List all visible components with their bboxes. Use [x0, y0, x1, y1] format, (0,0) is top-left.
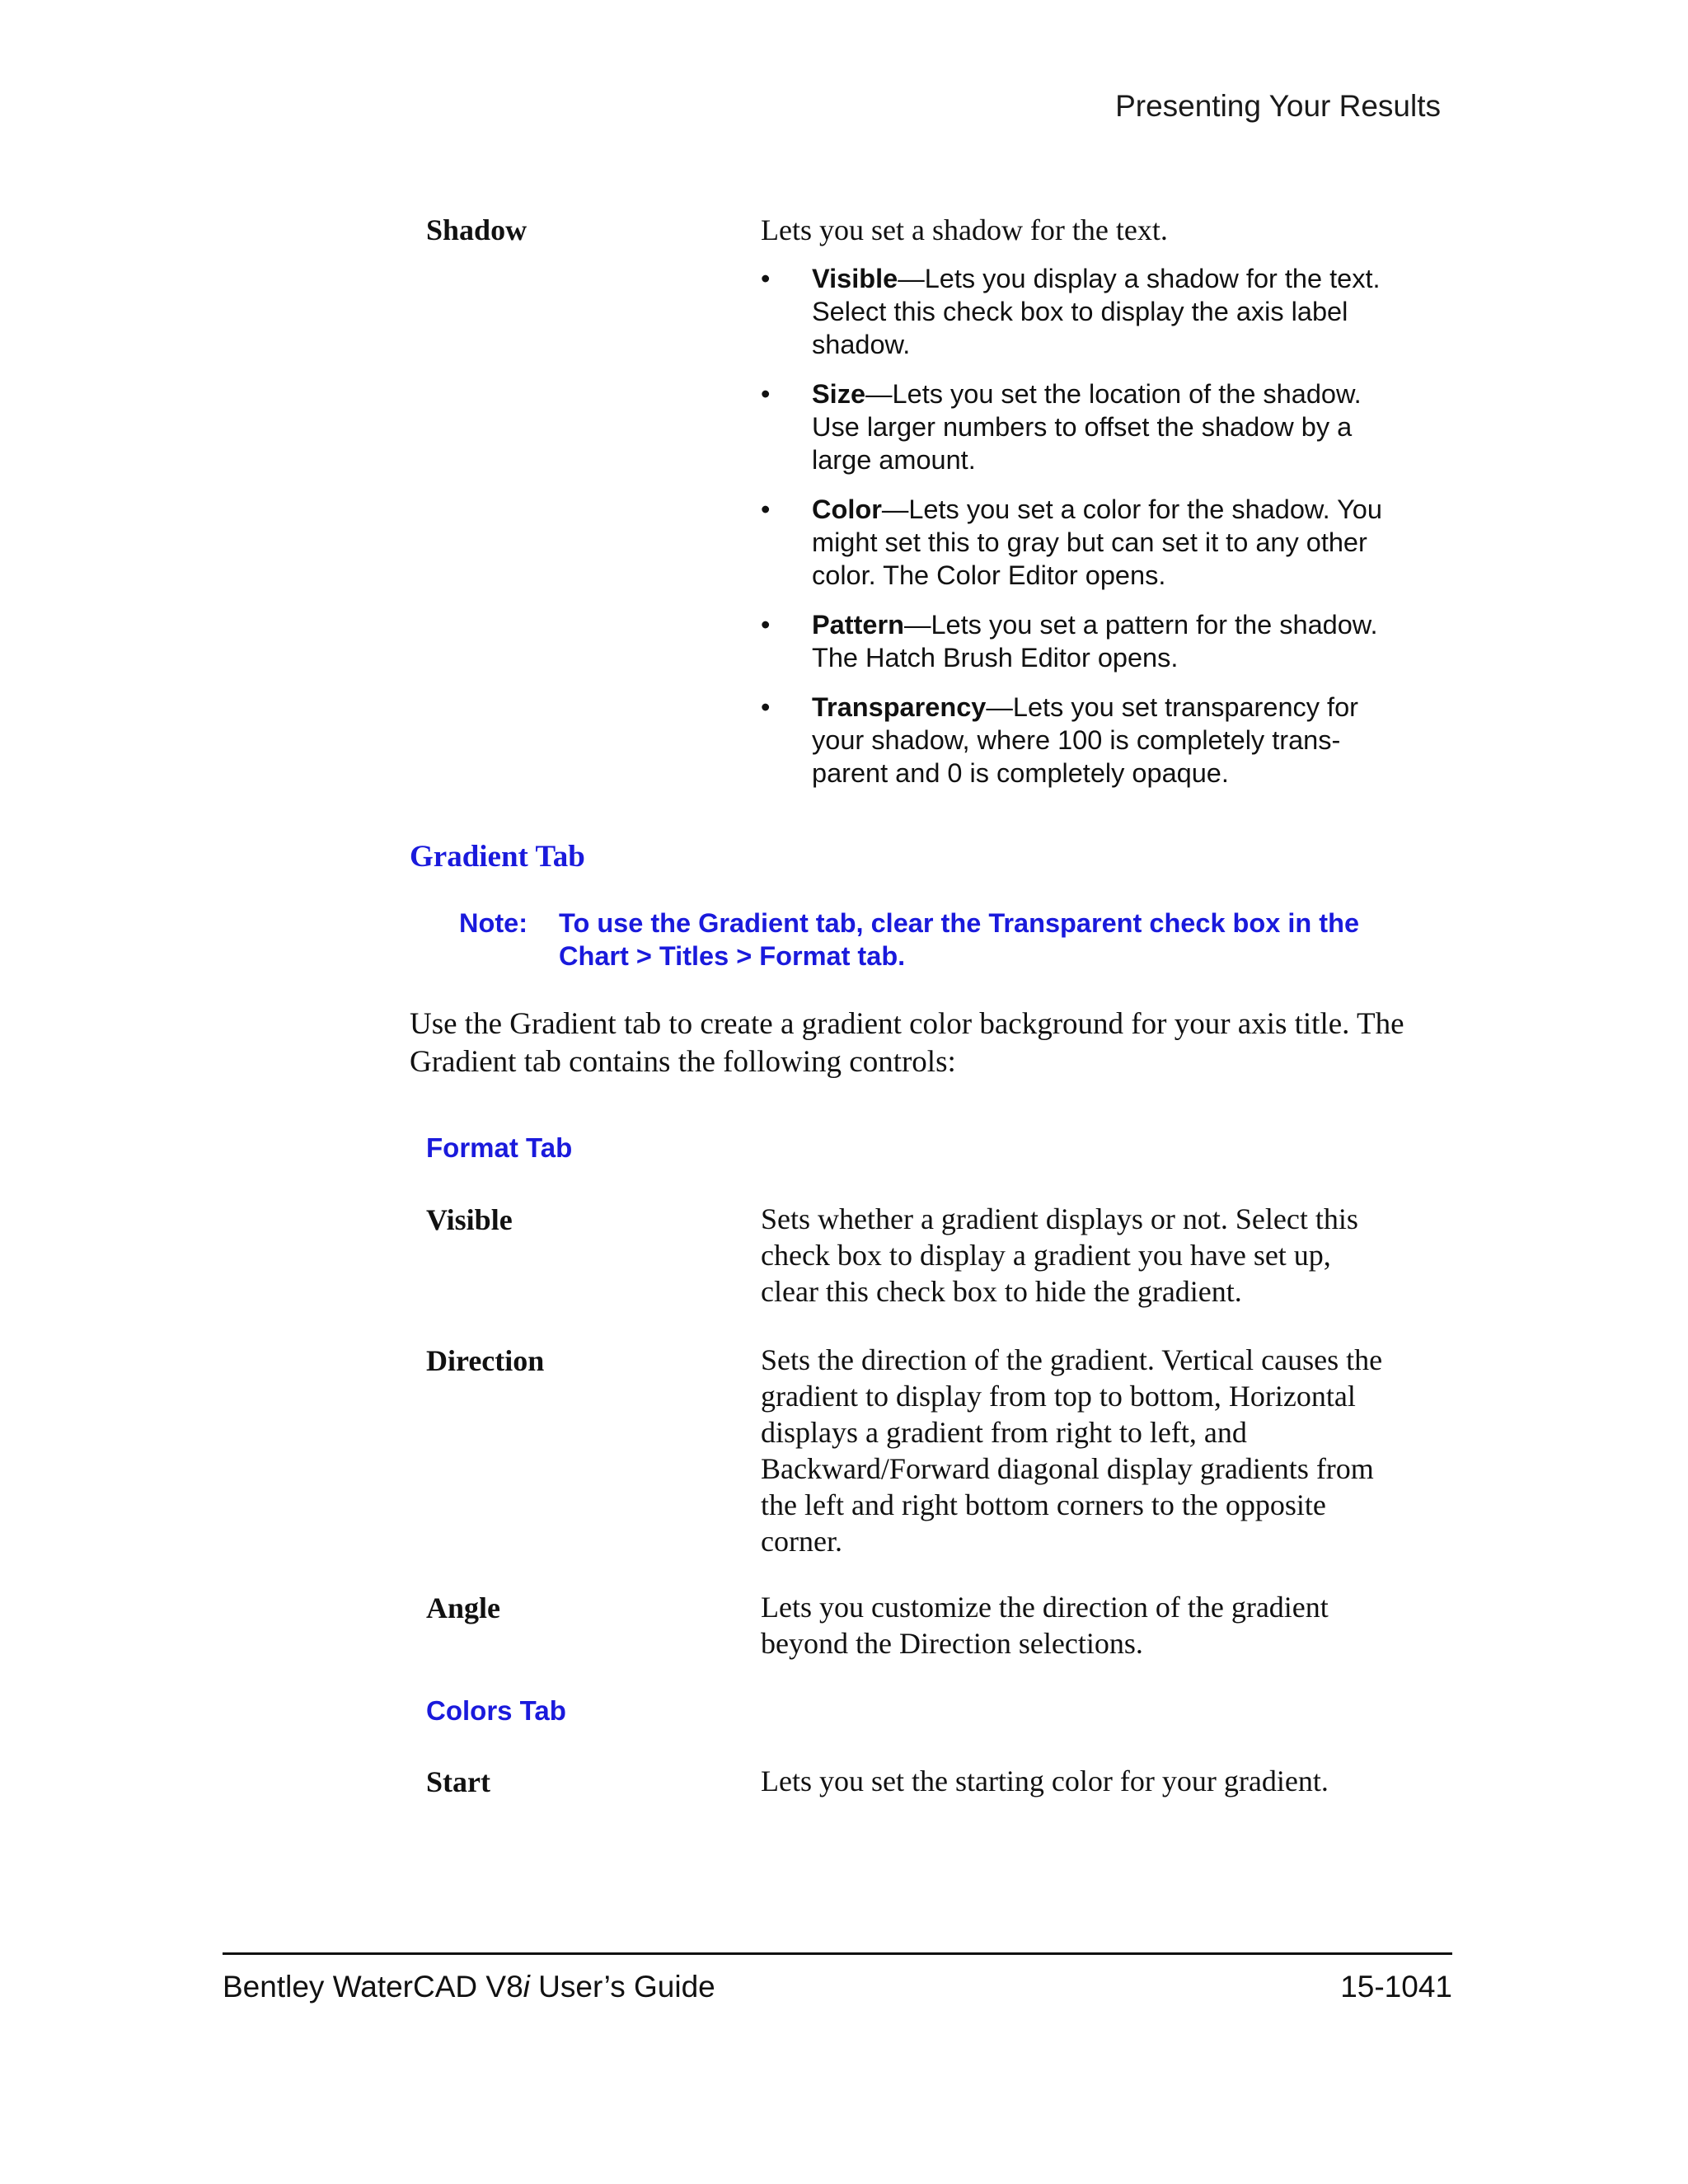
bullet-icon: •	[761, 494, 771, 524]
option-term: Transparency	[812, 692, 987, 722]
note-label: Note:	[459, 908, 528, 938]
option-term: Size	[812, 379, 866, 409]
option-text: —Lets you display a shadow for the text. Select this check box to display the axis label shadow.	[812, 264, 1381, 359]
start-term: Start	[426, 1765, 490, 1798]
shadow-options-list	[761, 262, 1387, 806]
footer-title-prefix: Bentley WaterCAD V8	[223, 1970, 523, 2004]
list-item	[761, 262, 1387, 361]
footer-title-suffix: User’s Guide	[529, 1970, 715, 2004]
bullet-icon: •	[761, 610, 771, 640]
shadow-term: Shadow	[426, 213, 528, 246]
option-term: Visible	[812, 264, 898, 293]
option-text: —Lets you set a color for the shadow. You might set this to gray but can set it to any other color. The Color Editor opens.	[812, 494, 1382, 590]
list-item	[761, 691, 1387, 790]
note-text: To use the Gradient tab, clear the Transparent check box in the Chart > Titles > Format tab.	[559, 908, 1360, 971]
bullet-icon: •	[761, 692, 771, 722]
direction-description: Sets the direction of the gradient. Vertical causes the gradient to display from top to bottom, Horizontal displays a gradient from right to left, and Backward/Forward diagonal display gradients from the left and right bottom corners to the opposite corner.	[761, 1343, 1383, 1558]
start-description: Lets you set the starting color for your gradient.	[761, 1765, 1329, 1797]
colors-tab-heading: Colors Tab	[426, 1695, 566, 1726]
bullet-icon: •	[761, 264, 771, 293]
footer-title-italic: i	[523, 1970, 530, 2004]
footer-rule	[223, 1952, 1452, 1955]
format-tab-heading: Format Tab	[426, 1132, 573, 1163]
angle-description: Lets you customize the direction of the gradient beyond the Direction selections.	[761, 1591, 1329, 1660]
shadow-description: Lets you set a shadow for the text.	[761, 213, 1168, 246]
bullet-icon: •	[761, 379, 771, 409]
option-text: —Lets you set a pattern for the shadow. The Hatch Brush Editor opens.	[812, 610, 1378, 673]
option-term: Color	[812, 494, 882, 524]
running-header: Presenting Your Results	[1115, 89, 1441, 123]
visible-description: Sets whether a gradient displays or not. Select this check box to display a gradient you have set up, clear this check box to hide the gradient.	[761, 1202, 1358, 1308]
option-term: Pattern	[812, 610, 904, 640]
list-item	[761, 493, 1387, 592]
gradient-intro-paragraph: Use the Gradient tab to create a gradient color background for your axis title. The Gradient tab contains the following controls:	[410, 1007, 1404, 1079]
footer-guide-title	[223, 1970, 715, 2004]
angle-term: Angle	[426, 1591, 500, 1624]
list-item	[761, 377, 1387, 476]
gradient-tab-heading: Gradient Tab	[410, 840, 585, 874]
option-text: —Lets you set the location of the shadow. Use larger numbers to offset the shadow by a large amount.	[812, 379, 1362, 475]
page-number: 15-1041	[1340, 1970, 1452, 2004]
direction-term: Direction	[426, 1344, 545, 1377]
option-text: —Lets you set transparency for your shadow, where 100 is completely trans-parent and 0 is completely opaque.	[812, 692, 1358, 788]
visible-term: Visible	[426, 1203, 513, 1236]
list-item	[761, 608, 1387, 674]
